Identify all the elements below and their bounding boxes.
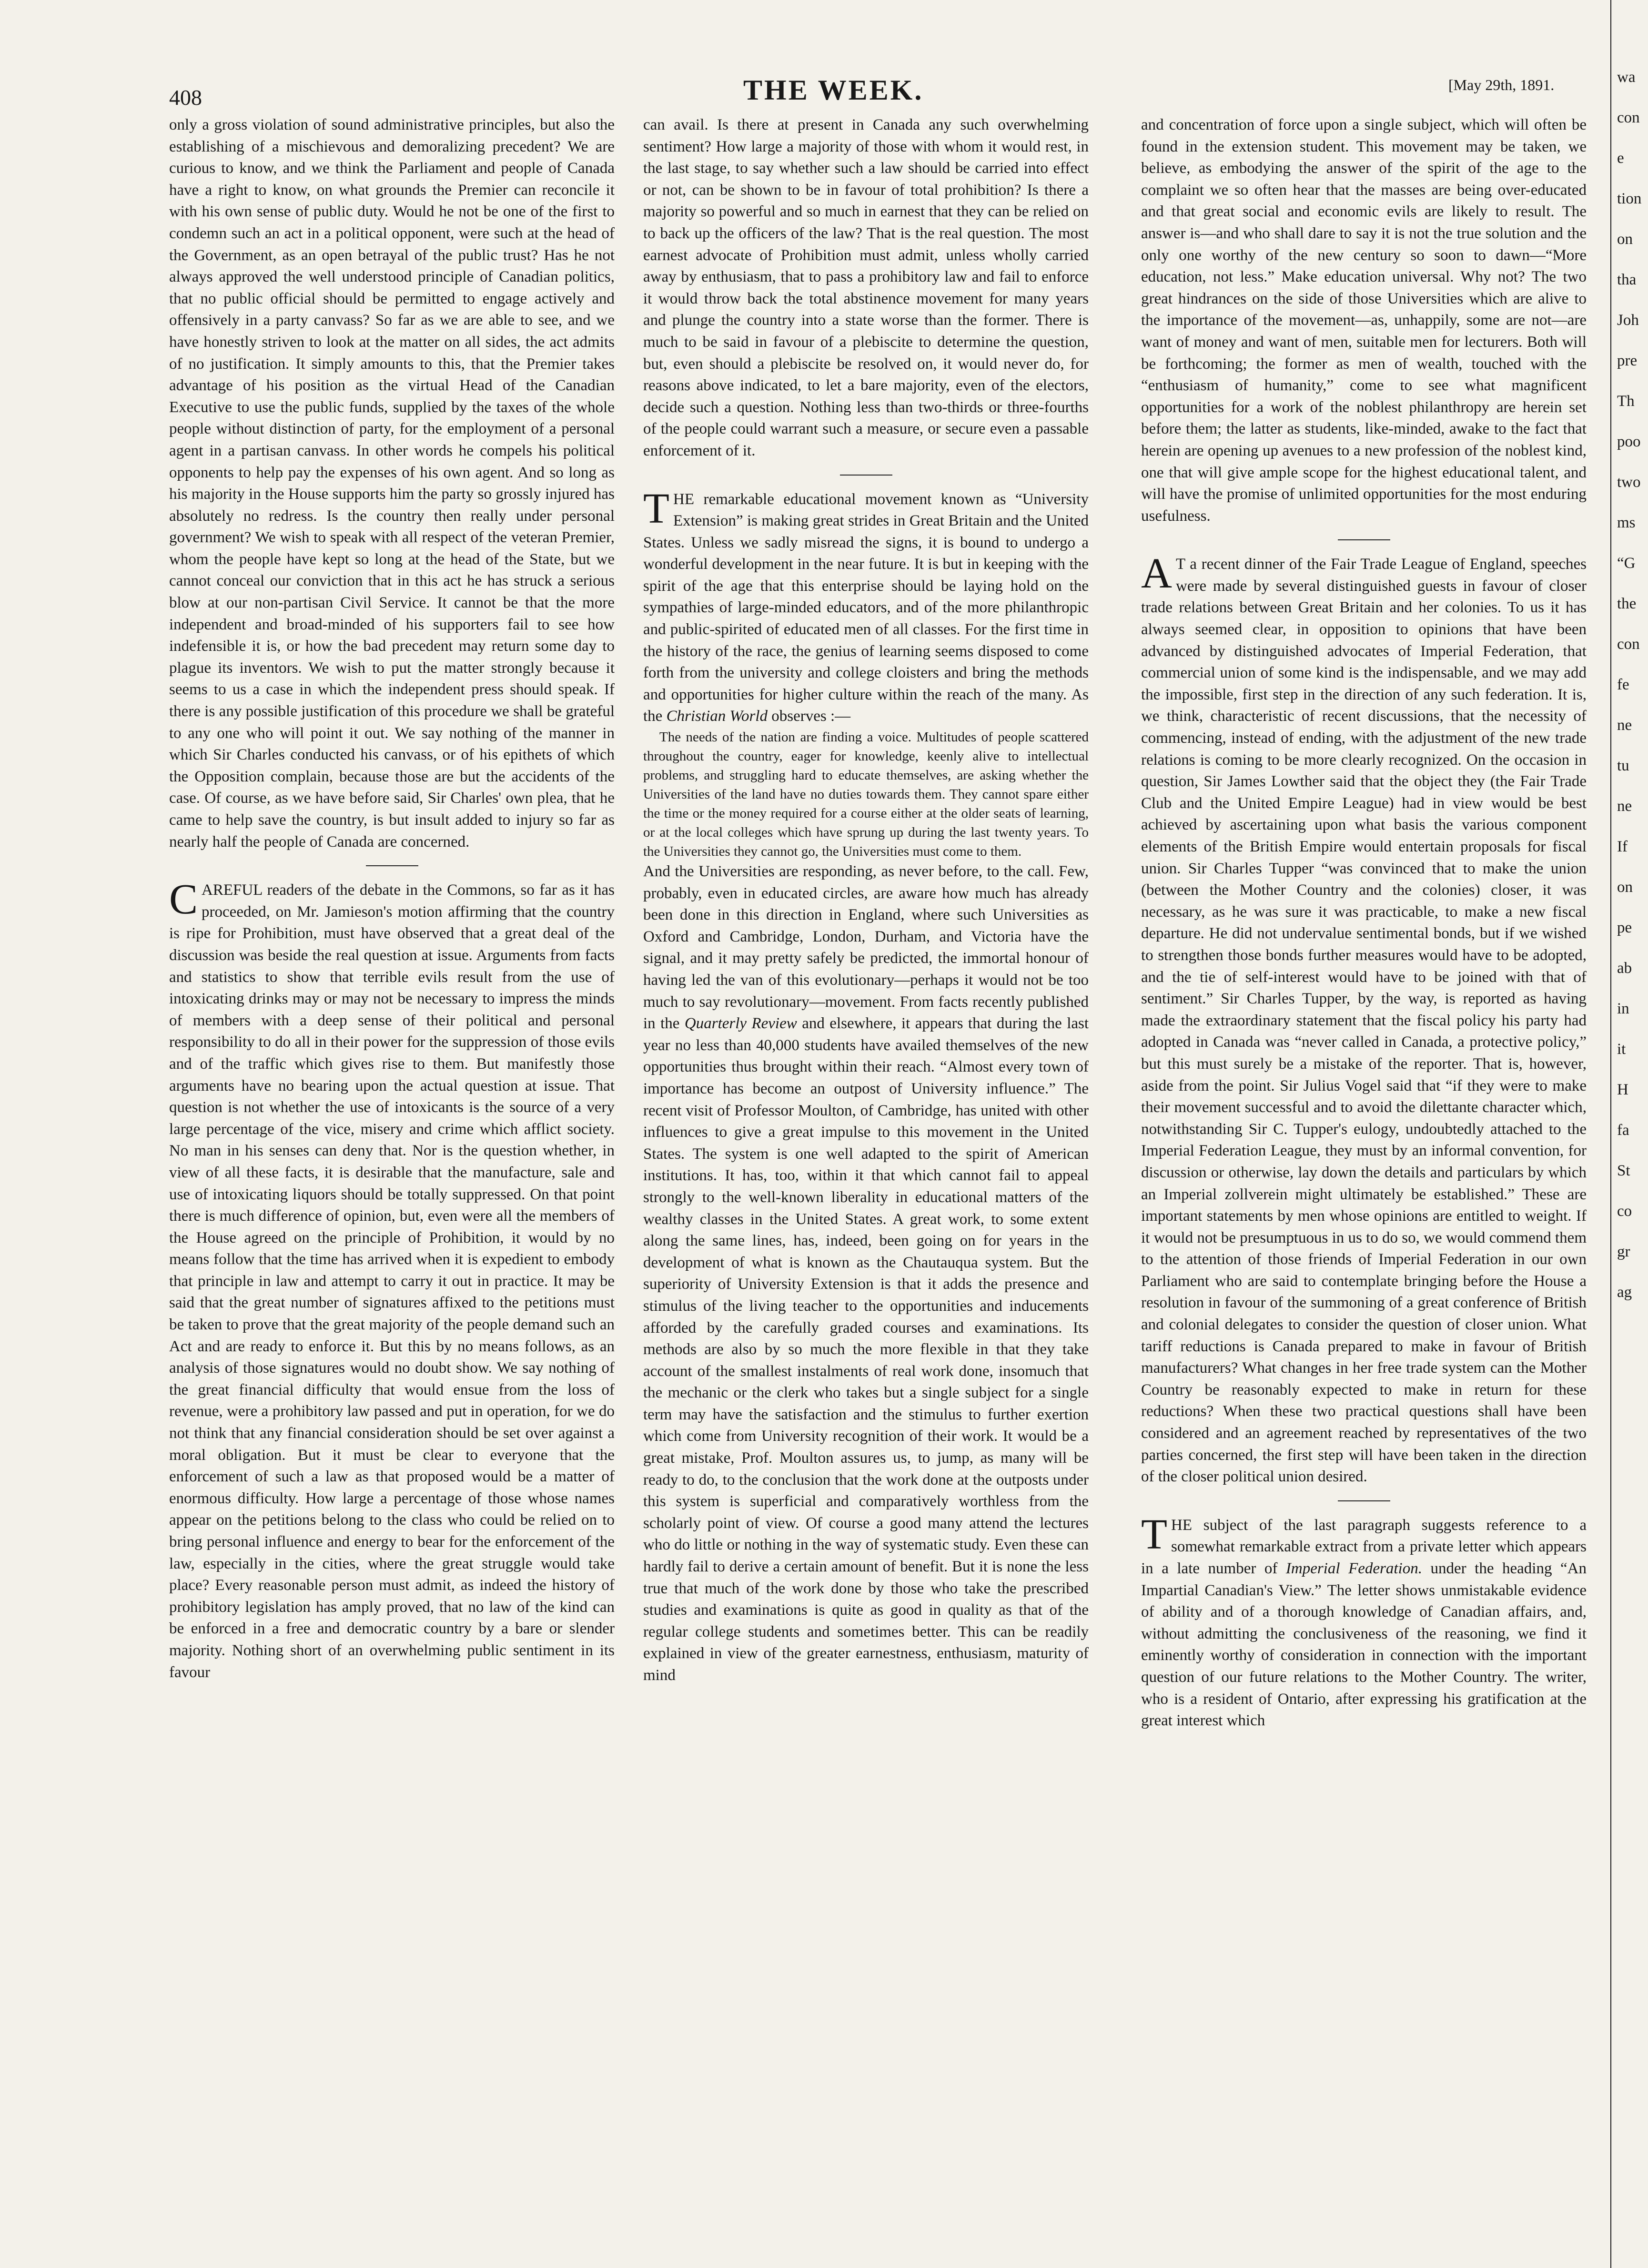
edge-fragment: con (1617, 109, 1640, 126)
edge-fragment: tion (1617, 190, 1642, 207)
paragraph-text: AREFUL readers of the debate in the Commons, so far as it has proceeded, on Mr. Jamieson's motion affirming that the country is ripe for Prohibition, must have observed that a great deal of the discussion was beside the real question at issue. Arguments from facts and statistics to show that terrible evils result from the use of intoxicating drinks may or may not be necessary to impress the minds of members with a deep sense of their political and personal responsibility to do all in their power for the suppression of those evils and of the traffic which gives rise to them. But manifestly those arguments have no bearing upon the actual question at issue. That question is not whether the use of intoxicants is the source of a very large percentage of the vice, misery and crime which afflict society. No man in his senses can deny that. Nor is the question whether, in view of all these facts, it is desirable that the manufacture, sale and use of intoxicating liquors should be totally suppressed. On that point there is much difference of opinion, but, even were all the members of the House agreed on the principle of Prohibition, it would by no means follow that the time has arrived when it is expedient to embody that principle in law and attempt to carry it out in practice. It may be said that the great number of signatures affixed to the petitions must be taken to prove that the great majority of the people demand such an Act and are ready to enforce it. But this by no means follows, as an analysis of those signatures would no doubt show. We say nothing of the great financial difficulty that would ensue from the loss of revenue, were a prohibitory law passed and put in operation, for we do not think that any financial consideration should be set over against a moral obligation. But it must be clear to everyone that the enforcement of such a law as that proposed would be a matter of enormous difficulty. How large a percentage of those whose names appear on the petitions belong to the class who could be relied on to bring personal influence and energy to bear for the enforcement of the law, especially in the cities, where the great struggle would take place? Every reasonable person must admit, as indeed the history of prohibitory legislation has amply proved, that no law of the kind can be enforced in a free and democratic country by a bare or slender majority. Nothing short of an overwhelming public sentiment in its favour (169, 881, 615, 1681)
edge-fragment: ne (1617, 798, 1632, 815)
paragraph-university-extension (643, 485, 1089, 728)
paragraph-text: under the heading “An Impartial Canadian's View.” The letter shows unmistakable evidence of ability and of a thorough knowledge of Canadian affairs, and, without admitting the conclusiveness of the reasoning, we find it eminently worthy of consideration in connection with the important question of our future relations to the Mother Country. The writer, who is a resident of Ontario, after expressing his gratification at the great interest which (1141, 1560, 1587, 1730)
drop-cap: T (643, 485, 669, 532)
edge-fragment: pe (1617, 919, 1632, 936)
edge-fragment: H (1617, 1081, 1628, 1098)
section-divider (366, 865, 418, 866)
edge-fragment: If (1617, 838, 1628, 855)
column-2 (643, 114, 1089, 2239)
edge-fragment: on (1617, 231, 1633, 248)
paragraph-text: and elsewhere, it appears that during the last year no less than 40,000 students have availed themselves of the new opportunities thus brought within their reach. “Almost every town of importance has become an outpost of University influence.” The recent visit of Professor Moulton, of Cambridge, has united with other influences to give a great impulse to this movement in the United States. The system is one well adapted to the spirit of American institutions. It has, too, within it that which cannot fail to appeal strongly to the well-known liberality in educational matters of the wealthy classes in the United States. A great work, to some extent along the same lines, has, indeed, been going on for years in the development of what is known as the Chautauqua system. But the superiority of University Extension is that it adds the presence and stimulus of the living teacher to the opportunities and inducements afforded by the carefully graded courses and examinations. Its methods are also by so much the more flexible in that they take account of the smallest instalments of real work done, insomuch that the mechanic or the clerk who takes but a single subject for a single term may have the satisfaction and the stimulus to further exertion which come from University recognition of their work. It would be a great mistake, Prof. Moulton assures us, to jump, as many will be ready to do, to the conclusion that the work done at the outposts under this system is superficial and comparatively worthless from the scholarly point of view. Of course a good many attend the lectures who do little or nothing in the way of systematic study. Even these can hardly fail to derive a certain amount of benefit. But it is none the less true that much of the work done by those who take the prescribed studies and examinations is quite as good in quality as that of the regular college students and sometimes better. This can be readily explained in view of the greater earnestness, enthusiasm, maturity of mind (643, 1015, 1089, 1684)
edge-fragment: pre (1617, 352, 1638, 369)
publication-title: Quarterly Review (684, 1015, 797, 1033)
paragraph-text: HE subject of the last paragraph suggests reference to a somewhat remarkable extract from a private letter which appears in a late number of (1141, 1516, 1587, 1577)
edge-fragment: the (1617, 595, 1637, 612)
drop-cap: C (169, 876, 198, 923)
edge-fragment: ne (1617, 717, 1632, 734)
edge-fragment: tha (1617, 271, 1637, 288)
edge-fragment: it (1617, 1041, 1626, 1058)
section-divider (1338, 539, 1390, 540)
edge-fragment: in (1617, 1000, 1629, 1017)
section-divider (1338, 1500, 1390, 1501)
paragraph-prohibition-cont: can avail. Is there at present in Canada any such overwhelming sentiment? How large a majority of those with whom it would rest, in the last stage, to say whether such a law should be carried into effect or not, can be shown to be in favour of total prohibition? Is there a majority so powerful and so much in earnest that they can be relied on to back up the officers of the law? That is the real question. The most earnest advocate of Prohibition must admit, unless wholly carried away by enthusiasm, that to pass a prohibitory law and fail to enforce it would throw back the total abstinence movement for many years and plunge the country into a state worse than the former. There is much to be said in favour of a plebiscite to determine the question, but, even should a plebiscite be resolved on, it would never do, for reasons above indicated, to let a bare majority, even of the electors, decide such a question. Nothing less than two-thirds or three-fourths of the people could warrant such a measure, or secure even a passable enforcement of it. (643, 116, 1089, 459)
paragraph-extension-student: and concentration of force upon a single subject, which will often be found in the extension student. This movement may be taken, we believe, as embodying the answer of the spirit of the age to the complaint we so often hear that the masses are being over-educated and that great social and economic evils are likely to result. The answer is—and who shall dare to say it is not the true solution and the only one worthy of the new century so soon to dawn—“More education, not less.” Make education universal. Why not? The two great hindrances on the side of those Universities which are alive to the importance of the movement—as, unhappily, some are not—are want of money and want of men, suitable men for lecturers. Both will be forthcoming; the former as men of wealth, touched with the “enthusiasm of humanity,” come to see what magnificent opportunities for a work of the noblest philanthropy are herein set before them; the latter as students, like-minded, awake to the fact that herein are opening up avenues to a new profession of the noblest kind, one that will give ample scope for the highest educational talent, and will have the promise of unlimited opportunities for the most enduring usefulness. (1141, 116, 1587, 525)
paragraph-fair-trade-league (1141, 550, 1587, 1488)
edge-fragment: e (1617, 150, 1624, 167)
edge-fragment: on (1617, 879, 1633, 896)
publication-title: Christian World (666, 708, 768, 725)
block-quote: The needs of the nation are finding a voice. Multitudes of people scattered throughout the country, eager for knowledge, keenly alive to intellectual problems, and struggling hard to educate themselves, are asking whether the Universities of the land have no duties towards them. They cannot spare either the time or the money required for a course either at the older seats of learning, or at the local colleges which have sprung up during the last twenty years. To the Universities they cannot go, the Universities must come to them. (643, 729, 1089, 860)
edge-fragment: ab (1617, 960, 1632, 977)
paragraph-text: HE remarkable educational movement known as “University Extension” is making great strides in Great Britain and the United States. Unless we sadly misread the signs, it is bound to undergo a wonderful development in the near future. It is but in keeping with the spirit of the age that this enterprise should be laying hold on the sympathies of large-minded educators, and of the more philanthropic and public-spirited of educated men of all classes. For the first time in the history of the race, the genius of learning seems disposed to come forth from the university and college cloisters and bring the methods and opportunities for higher culture within the reach of the many. As the (643, 490, 1089, 725)
column-1 (169, 114, 615, 2239)
edge-fragment: two (1617, 474, 1641, 491)
issue-date: [May 29th, 1891. (1448, 76, 1555, 93)
paragraph-prohibition (169, 876, 615, 1683)
edge-fragment: St (1617, 1162, 1630, 1179)
edge-fragment: poo (1617, 433, 1641, 450)
masthead-title: THE WEEK. (743, 74, 924, 106)
edge-fragment: co (1617, 1203, 1632, 1220)
edge-fragment: ag (1617, 1284, 1632, 1301)
edge-fragment: Th (1617, 393, 1635, 410)
paragraph-premier-agent: only a gross violation of sound administrative principles, but also the establishing of a mischievous and demoralizing precedent? We are curious to know, and we think the Parliament and people of Canada have a right to know, on what grounds the Premier can reconcile it with his own sense of public duty. Would he not be one of the first to condemn such an act in a political opponent, were such at the head of the Government, as an open betrayal of the public trust? Has he not always approved the well understood principle of Canadian politics, that no public official should be permitted to engage actively and offensively in a party canvass? So far as we are able to see, and we have honestly striven to look at the matter on all sides, the act admits of no justification. It simply amounts to this, that the Premier takes advantage of his position as the virtual Head of the Canadian Executive to use the public funds, supplied by the taxes of the whole people without distinction of party, for the employment of a personal agent in a partisan canvass. In other words he compels his political opponents to help pay the expenses of his own agent. And so long as his majority in the House supports him the party so grossly injured has absolutely no redress. Is the country then really under personal government? We wish to speak with all respect of the veteran Premier, whom the people have kept so long at the head of the State, but we cannot conceal our conviction that in this act he has struck a serious blow at our non-partisan Civil Service. It cannot be that the more independent and broad-minded of his supporters fail to see how indefensible it is, or how the bad precedent may return some day to plague its inventors. We wish to put the matter strongly because it seems to us a case in which the independent press should speak. If there is any possible justification of this procedure we shall be grateful to any one who will point it out. We say nothing of the manner in which Sir Charles conducted his canvass, or of his epithets of which the Opposition complain, because those are but the accidents of the case. Of course, as we have before said, Sir Charles' own plea, that he came to help save the country, is but insult added to injury so far as nearly half the people of Canada are concerned. (169, 116, 615, 850)
paragraph-text: And the Universities are responding, as never before, to the call. Few, probably, even in educated circles, are aware how much has already been done in this direction in England, where such Universities as Oxford and Cambridge, London, Durham, and Victoria have the signal, and it may pretty safely be predicted, the immortal honour of having led the van of this evolutionary—perhaps it would not be too much to say revolutionary—movement. From facts recently published in the (643, 863, 1089, 1033)
adjacent-page-edge (1610, 0, 1648, 2268)
drop-cap: A (1141, 550, 1172, 597)
publication-title: Imperial Federation. (1285, 1560, 1422, 1577)
column-3 (1141, 114, 1587, 2239)
paragraph-text: observes :— (771, 708, 851, 725)
paragraph-universities-responding (643, 861, 1089, 1687)
edge-fragment: “G (1617, 555, 1636, 572)
edge-fragment: fe (1617, 676, 1629, 693)
edge-fragment: gr (1617, 1243, 1630, 1260)
edge-fragment: Joh (1617, 312, 1639, 329)
paragraph-text: T a recent dinner of the Fair Trade League of England, speeches were made by several distinguished guests in favour of closer trade relations between Great Britain and her colonies. To us it has always seemed clear, in opposition to opinions that have been advanced by distinguished advocates of Imperial Federation, that commercial union of some kind is the indispensable, and we may add the impossible, first step in the direction of any such federation. It is, we think, characteristic of recent discussions, that the necessity of commencing, instead of ending, with the adjustment of the new trade relations is coming to be more clearly recognized. On the occasion in question, Sir James Lowther said that the object they (the Fair Trade Club and the United Empire League) had in view would be best achieved by ascertaining upon what basis the various component elements of the British Empire would entertain proposals for fiscal union. Sir Charles Tupper “was convinced that to make the union (between the Mother Country and the colonies) closer, it was necessary, as he was sure it was practicable, to make a new fiscal departure. He did not undervalue sentimental bonds, but if we wished to strengthen those bonds further measures would have to be adopted, and the tie of self-interest would have to be joined with that of sentiment.” Sir Charles Tupper, by the way, is reported as having made the extraordinary statement that the fiscal policy his party had adopted in Canada was “never called in Canada, a protective policy,” but this must surely be a mistake of the reporter. That is, however, aside from the point. Sir Julius Vogel said that “if they were to make their movement successful and to avoid the dilettante character which, notwithstanding Sir C. Tupper's eulogy, undoubtedly attached to the Imperial Federation League, they must by an informal convention, for discussion or otherwise, lay down the details and particulars by which an Imperial zollverein might ultimately be established.” These are important statements by men whose opinions are entitled to weight. If it would not be presumptuous in us to do so, we would commend them to the attention of those friends of Imperial Federation in our own Parliament who are said to contemplate bringing before the House a resolution in favour of the summoning of a great conference of British and colonial delegates to consider the question of closer union. What tariff reductions is Canada prepared to make in favour of British manufacturers? What changes in her free trade system can the Mother Country be reasonably expected to make in return for these reductions? When these two practical questions shall have been considered and an agreement reached by representatives of the two parties concerned, the first step will have been taken in the direction of the closer political union desired. (1141, 556, 1587, 1486)
page-number: 408 (169, 85, 202, 110)
edge-fragment: con (1617, 636, 1640, 653)
drop-cap: T (1141, 1510, 1167, 1558)
edge-fragment: tu (1617, 757, 1629, 774)
edge-fragment: ms (1617, 514, 1636, 531)
paragraph-impartial-canadian (1141, 1510, 1587, 1732)
edge-fragment: wa (1617, 69, 1636, 86)
edge-fragment: fa (1617, 1122, 1629, 1139)
section-divider (840, 475, 892, 476)
